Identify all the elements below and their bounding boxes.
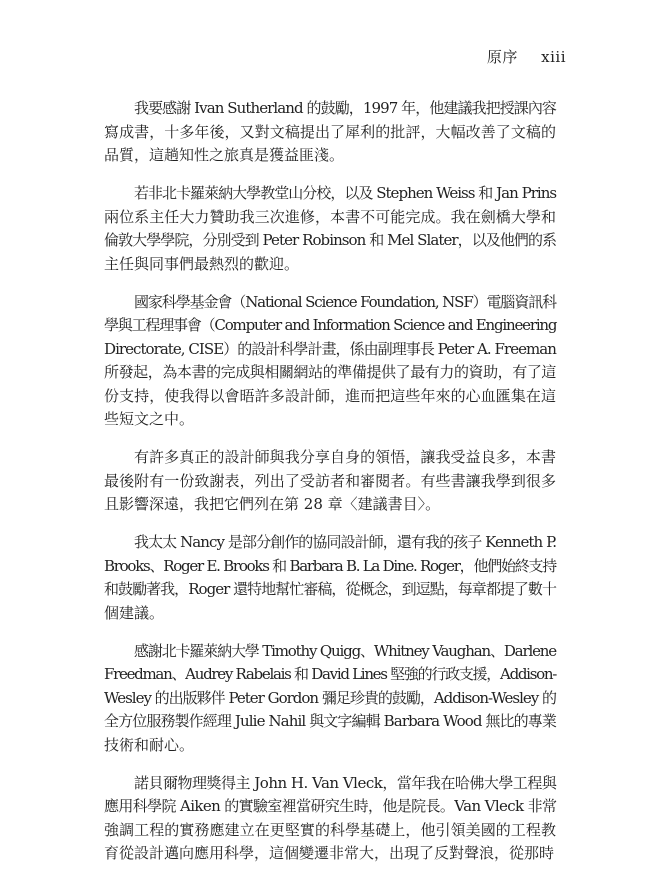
text-line: Brooks、Roger E. Brooks 和 Barbara B. La Dine. Roger，他們始終支持 — [104, 556, 556, 575]
text-line: 所發起，為本書的完成與相關網站的準備提供了最有力的資助，有了這 — [104, 363, 557, 381]
text-line: Directorate, CISE）的設計科學計畫，係由副理事長 Peter A. Freeman — [104, 339, 556, 358]
text-line: Freedman、Audrey Rabelais 和 David Lines 堅強的行政支援，Addison- — [104, 665, 556, 683]
paragraph — [104, 772, 556, 866]
text-line: 些短文之中。 — [104, 410, 195, 428]
paragraph — [104, 97, 556, 168]
text-line: 全方位服務製作經理 Julie Nahil 與文字編輯 Barbara Wood 無比的專業 — [104, 712, 556, 730]
body-text — [104, 97, 556, 880]
text-line: Wesley 的出版夥伴 Peter Gordon 彌足珍貴的鼓勵，Addison-Wesley 的 — [104, 688, 556, 707]
running-header — [487, 46, 566, 67]
text-line: 和鼓勵著我，Roger 還特地幫忙審稿，從概念，到逗點，每章都提了數十 — [104, 580, 556, 598]
text-line: 主任與同事們最熱烈的歡迎。 — [104, 254, 300, 273]
paragraph — [104, 640, 556, 758]
paragraph — [104, 446, 556, 517]
paragraph — [104, 182, 556, 276]
text-line: 倫敦大學學院，分別受到 Peter Robinson 和 Mel Slater，以及他們的系 — [104, 231, 557, 249]
text-line: 育從設計邁向應用科學，這個變遷非常大，出現了反對聲浪，從那時 — [104, 844, 555, 862]
text-line: 個建議。 — [104, 603, 165, 622]
text-line: 有許多真正的設計師與我分享自身的領悟，讓我受益良多，本書 — [134, 448, 556, 466]
paragraph — [104, 291, 556, 432]
text-line: 份支持，使我得以會晤許多設計師，進而把這些年來的心血匯集在這 — [104, 386, 556, 405]
section-title: 原序 — [486, 48, 518, 66]
text-line: 兩位系主任大力贊助我三次進修，本書不可能完成。我在劍橋大學和 — [104, 207, 556, 226]
text-line: 感謝北卡羅萊納大學 Timothy Quigg、Whitney Vaughan、Darlene — [134, 641, 556, 660]
text-line: 技術和耐心。 — [104, 735, 195, 754]
text-line: 品質，這趟知性之旅真是獲益匪淺。 — [104, 146, 345, 164]
text-line: 國家科學基金會（National Science Foundation, NSF）電腦資訊科 — [134, 292, 556, 311]
text-line: 最後附有一份致謝表，列出了受訪者和審閱者。有些書讓我學到很多 — [104, 471, 556, 490]
text-line: 寫成書，十多年後，又對文稿提出了犀利的批評，大幅改善了文稿的 — [104, 122, 556, 141]
text-line: 且影響深遠，我把它們列在第 28 章〈建議書目〉。 — [104, 495, 441, 513]
text-line: 若非北卡羅萊納大學教堂山分校，以及 Stephen Weiss 和 Jan Prins — [134, 184, 557, 202]
text-line: 諾貝爾物理獎得主 John H. Van Vleck，當年我在哈佛大學工程與 — [134, 773, 557, 792]
text-line: 學與工程理事會（Computer and Information Science and Engineering — [104, 316, 557, 334]
page-number: xiii — [541, 48, 566, 66]
text-line: 應用科學院 Aiken 的實驗室裡當研究生時，他是院長。Van Vleck 非常 — [104, 797, 557, 815]
text-line: 我要感謝 Ivan Sutherland 的鼓勵，1997 年，他建議我把授課內容 — [134, 99, 556, 117]
text-line: 強調工程的實務應建立在更堅實的科學基礎上，他引領美國的工程教 — [104, 820, 556, 839]
paragraph — [104, 531, 556, 625]
text-line: 我太太 Nancy 是部分創作的協同設計師，還有我的孩子 Kenneth P. — [134, 533, 557, 551]
